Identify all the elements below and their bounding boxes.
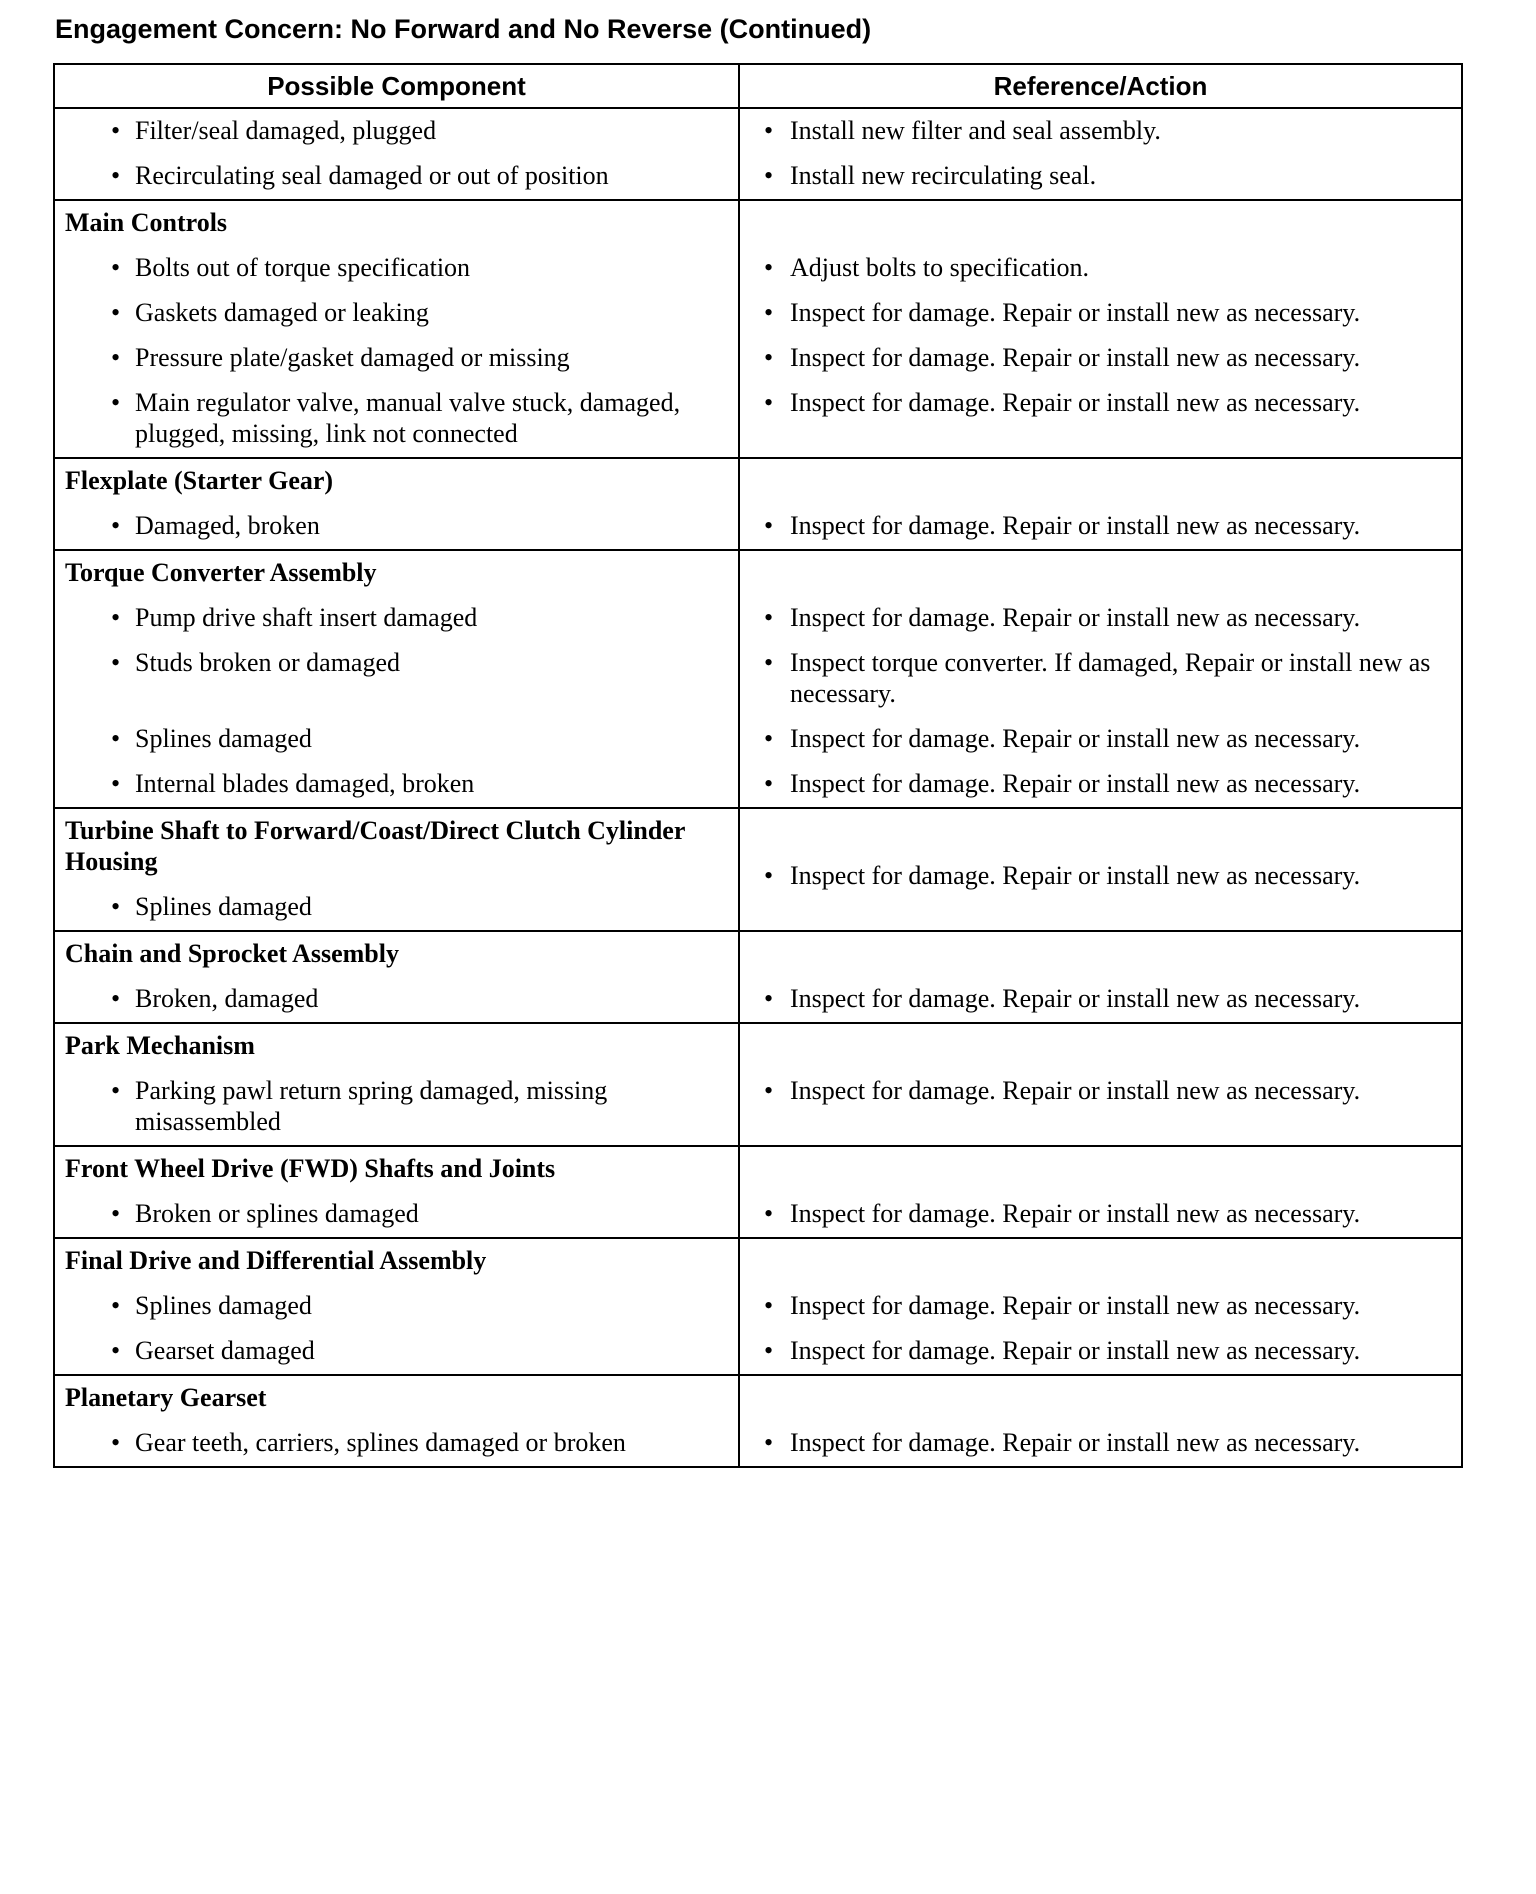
component-item [65,115,728,146]
bullet-icon: • [764,648,774,677]
action-text: Inspect for damage. Repair or install new as necessary. [790,298,1361,327]
component-cell [54,550,739,808]
category-title: Planetary Gearset [65,1383,267,1412]
bullet-icon: • [764,724,774,753]
component-cell [54,931,739,1023]
bullet-icon: • [764,861,774,890]
component-cell [54,200,739,458]
component-cell [54,1238,739,1375]
bullet-icon: • [764,769,774,798]
bullet-icon: • [764,343,774,372]
component-cell [54,108,739,200]
bullet-icon: • [111,724,121,753]
action-cell [739,1238,1462,1375]
bullet-icon: • [764,161,774,190]
action-content [740,201,1461,457]
bullet-icon: • [764,603,774,632]
component-text: Damaged, broken [135,511,320,540]
action-content [740,809,1461,899]
column-header-action: Reference/Action [739,64,1462,108]
component-text: Pressure plate/gasket damaged or missing [135,343,570,372]
bullet-icon: • [764,1428,774,1457]
bullet-icon: • [111,161,121,190]
component-item [65,342,728,373]
component-text: Main regulator valve, manual valve stuck, damaged, plugged, missing, link not connected [135,388,681,448]
action-item [750,723,1451,754]
table-row [54,200,1462,458]
category-title: Chain and Sprocket Assembly [65,939,399,968]
table-body [54,108,1462,1467]
component-item [65,1198,728,1229]
component-item [65,1427,728,1458]
action-item [750,342,1451,373]
category-title: Flexplate (Starter Gear) [65,466,334,495]
category-spacer [750,1153,1451,1198]
action-item [750,160,1451,191]
action-item [750,297,1451,328]
bullet-icon: • [764,511,774,540]
bullet-icon: • [111,388,121,417]
action-text: Inspect for damage. Repair or install new as necessary. [790,724,1361,753]
component-text: Gearset damaged [135,1336,315,1365]
action-text: Inspect for damage. Repair or install new as necessary. [790,1428,1361,1457]
action-item [750,768,1451,799]
action-item [750,115,1451,146]
category-title: Final Drive and Differential Assembly [65,1246,487,1275]
action-content [740,551,1461,807]
category-spacer [750,1382,1451,1427]
action-text: Inspect for damage. Repair or install new as necessary. [790,984,1361,1013]
table-row [54,1375,1462,1467]
table-row [54,108,1462,200]
action-content [740,1024,1461,1145]
category-spacer [750,207,1451,252]
action-content [740,109,1461,199]
action-text: Inspect for damage. Repair or install new as necessary. [790,1291,1361,1320]
component-item [65,1335,728,1366]
action-item [750,1198,1451,1229]
page-title: Engagement Concern: No Forward and No Reverse (Continued) [55,14,872,44]
action-cell [739,108,1462,200]
bullet-icon: • [111,603,121,632]
action-text: Inspect for damage. Repair or install new as necessary. [790,1199,1361,1228]
action-cell [739,1023,1462,1146]
component-cell [54,1023,739,1146]
table-row [54,1146,1462,1238]
component-content [55,551,738,807]
action-item [750,510,1451,541]
component-item [65,723,728,754]
bullet-icon: • [111,892,121,921]
action-cell [739,458,1462,550]
component-text: Parking pawl return spring damaged, missing misassembled [135,1076,608,1136]
component-content [55,1239,738,1374]
component-content [55,809,738,930]
bullet-icon: • [111,984,121,1013]
component-text: Pump drive shaft insert damaged [135,603,478,632]
component-content [55,932,738,1022]
bullet-icon: • [111,298,121,327]
table-row [54,550,1462,808]
bullet-icon: • [111,1291,121,1320]
bullet-icon: • [764,1199,774,1228]
action-text: Inspect for damage. Repair or install new as necessary. [790,861,1361,890]
action-text: Inspect for damage. Repair or install new as necessary. [790,1076,1361,1105]
column-header-component: Possible Component [54,64,739,108]
component-item [65,510,728,541]
table-row [54,1023,1462,1146]
component-text: Filter/seal damaged, plugged [135,116,437,145]
action-cell [739,550,1462,808]
action-text: Inspect for damage. Repair or install new as necessary. [790,511,1361,540]
action-content [740,1239,1461,1374]
action-item [750,647,1451,709]
component-cell [54,808,739,931]
component-item [65,891,728,922]
action-content [740,932,1461,1022]
component-item [65,387,728,449]
diagnostic-table [53,63,1463,1468]
component-text: Gear teeth, carriers, splines damaged or broken [135,1428,626,1457]
component-content [55,1147,738,1237]
action-text: Inspect for damage. Repair or install new as necessary. [790,769,1361,798]
action-item [750,387,1451,449]
bullet-icon: • [111,511,121,540]
bullet-icon: • [111,343,121,372]
action-cell [739,931,1462,1023]
bullet-icon: • [111,1199,121,1228]
bullet-icon: • [111,1336,121,1365]
component-item [65,983,728,1014]
action-text: Inspect for damage. Repair or install new as necessary. [790,603,1361,632]
component-content [55,201,738,457]
bullet-icon: • [111,253,121,282]
component-text: Splines damaged [135,892,312,921]
component-text: Gaskets damaged or leaking [135,298,429,327]
bullet-icon: • [111,1428,121,1457]
action-text: Adjust bolts to specification. [790,253,1089,282]
component-item [65,768,728,799]
component-content [55,1376,738,1466]
category-spacer [750,1030,1451,1075]
table-row [54,1238,1462,1375]
action-text: Install new filter and seal assembly. [790,116,1161,145]
action-item [750,1075,1451,1137]
action-item [750,1335,1451,1366]
component-text: Studs broken or damaged [135,648,401,677]
action-text: Inspect for damage. Repair or install new as necessary. [790,343,1361,372]
component-content [55,109,738,199]
category-spacer [750,557,1451,602]
component-text: Splines damaged [135,724,312,753]
component-content [55,459,738,549]
category-title: Torque Converter Assembly [65,558,377,587]
category-title: Turbine Shaft to Forward/Coast/Direct Clutch Cylinder Housing [65,816,685,876]
component-item [65,1290,728,1321]
action-item [750,1290,1451,1321]
component-item [65,1075,728,1137]
action-text: Inspect for damage. Repair or install new as necessary. [790,1336,1361,1365]
action-content [740,1147,1461,1237]
action-cell [739,200,1462,458]
component-text: Bolts out of torque specification [135,253,471,282]
action-text: Inspect torque converter. If damaged, Repair or install new as necessary. [790,648,1431,708]
action-text: Inspect for damage. Repair or install new as necessary. [790,388,1361,417]
category-title: Main Controls [65,208,228,237]
bullet-icon: • [764,984,774,1013]
bullet-icon: • [111,116,121,145]
table-row [54,931,1462,1023]
action-cell [739,1375,1462,1467]
bullet-icon: • [111,1076,121,1105]
category-spacer [750,938,1451,983]
category-title: Park Mechanism [65,1031,255,1060]
component-cell [54,458,739,550]
category-spacer [750,815,1451,860]
component-item [65,602,728,633]
action-content [740,1376,1461,1466]
component-text: Broken, damaged [135,984,319,1013]
category-spacer [750,1245,1451,1290]
bullet-icon: • [111,769,121,798]
action-item [750,860,1451,891]
component-text: Internal blades damaged, broken [135,769,475,798]
component-cell [54,1375,739,1467]
action-item [750,983,1451,1014]
action-cell [739,1146,1462,1238]
bullet-icon: • [764,116,774,145]
component-item [65,647,728,709]
bullet-icon: • [764,298,774,327]
action-content [740,459,1461,549]
bullet-icon: • [764,1336,774,1365]
action-text: Install new recirculating seal. [790,161,1097,190]
bullet-icon: • [764,388,774,417]
component-cell [54,1146,739,1238]
category-title: Front Wheel Drive (FWD) Shafts and Joints [65,1154,556,1183]
component-text: Broken or splines damaged [135,1199,419,1228]
component-item [65,160,728,191]
action-cell [739,808,1462,931]
component-item [65,297,728,328]
table-row [54,458,1462,550]
bullet-icon: • [111,648,121,677]
action-item [750,252,1451,283]
component-content [55,1024,738,1145]
action-item [750,1427,1451,1458]
component-text: Splines damaged [135,1291,312,1320]
table-header-row [54,64,1462,108]
bullet-icon: • [764,1291,774,1320]
bullet-icon: • [764,1076,774,1105]
category-spacer [750,465,1451,510]
action-item [750,602,1451,633]
component-item [65,252,728,283]
bullet-icon: • [764,253,774,282]
component-text: Recirculating seal damaged or out of position [135,161,609,190]
table-row [54,808,1462,931]
